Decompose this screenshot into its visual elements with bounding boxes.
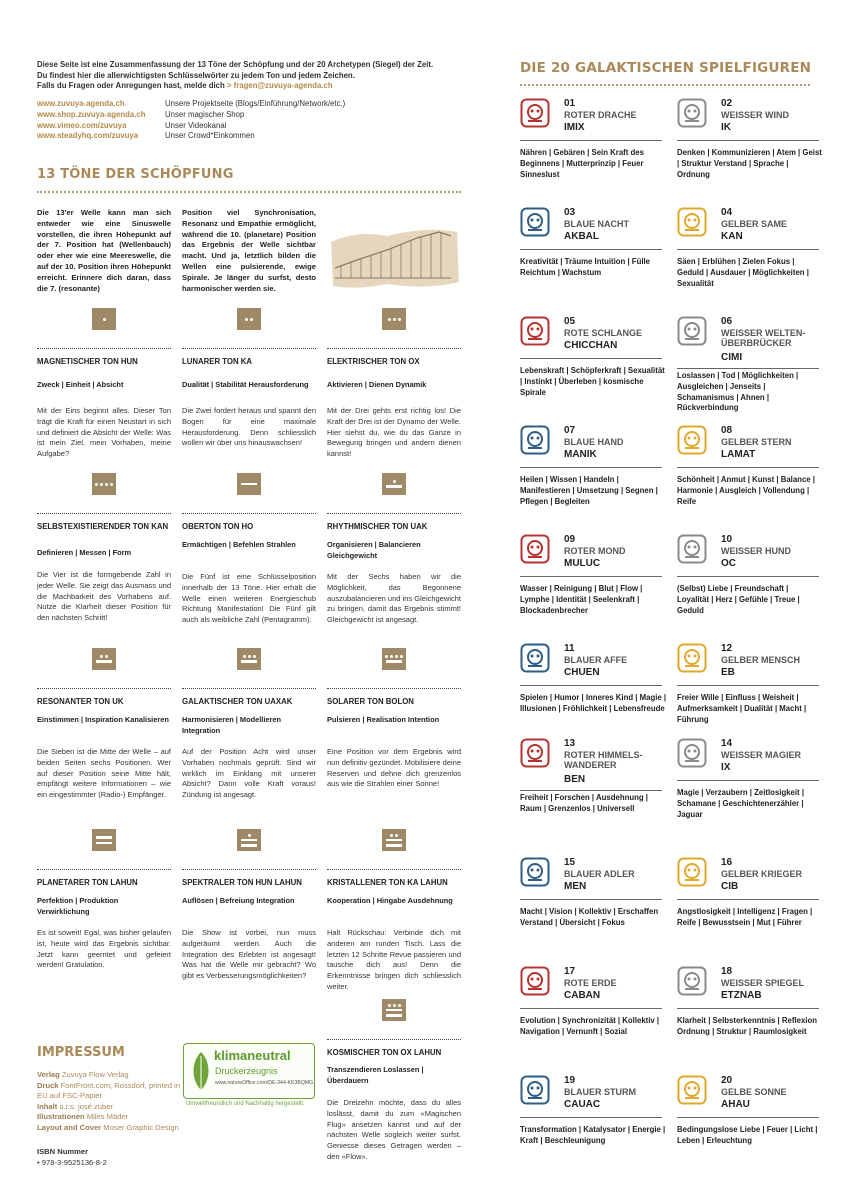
impressum-text: Verlag Zuvuya Flow Verlag Druck FontFront.com, Rossdorf, printed in EU auf FSC-Papier Inhalt u.r.s. josé zuber Illustrationen Miles Mäder Layout and Cover Moser Graphic Design <box>37 1070 181 1132</box>
tones-heading: 13 TÖNE DER SCHÖPFUNG <box>37 167 234 182</box>
divider <box>37 348 171 349</box>
seal-name: WEISSER SPIEGEL <box>721 978 805 988</box>
divider <box>677 1117 819 1118</box>
divider <box>182 869 316 870</box>
tone-card-3 <box>327 308 461 478</box>
seal-name: WEISSER MAGIER <box>721 750 802 760</box>
wizard-seal-icon <box>677 738 707 768</box>
seal-name: WEISSER WIND <box>721 110 790 120</box>
seal-number: 06 <box>721 316 733 327</box>
seal-glyph <box>520 966 550 996</box>
seal-number: 07 <box>564 425 576 436</box>
link-url[interactable]: www.steadyhq.com/zuvuya <box>37 131 139 141</box>
seal-name: GELBER SAME <box>721 219 788 229</box>
seal-maya-name: BEN <box>564 774 586 785</box>
seal-name: BLAUER AFFE <box>564 655 628 665</box>
tone-card-9 <box>327 648 461 818</box>
tone-card-2 <box>182 308 316 478</box>
seal-name: ROTER MOND <box>564 546 626 556</box>
tone-keywords: Organisieren | Balancieren Gleichgewicht <box>327 540 421 560</box>
divider <box>37 688 171 689</box>
tone-text: Mit der Sechs haben wir die Möglichkeit, das Begonnene auszubalancieren und ins Gleichgewicht zu bringen, damit das Ergebnis stimmt! Gleichgewicht ist angesagt. <box>327 572 461 625</box>
human-seal-icon <box>677 643 707 673</box>
seal-glyph <box>677 425 707 455</box>
tone-symbol-2 <box>237 308 261 330</box>
tone-text: Mit der Drei gehts erst richtig los! Die Kraft der Drei ist der Dynamo der Welle. Hier siehst du, wie du das Ganze in Bewegung bringen und andern dienen kannst! <box>327 406 461 459</box>
link-desc: Unser Crowd*Einkommen <box>165 131 255 141</box>
divider <box>182 688 316 689</box>
skywalker-seal-icon <box>520 738 550 768</box>
seal-number: 16 <box>721 857 733 868</box>
seal-keywords: Schönheit | Anmut | Kunst | Balance | Harmonie | Ausgleich | Vollendung | Reife <box>677 475 815 506</box>
link-url[interactable]: www.zuvuya-agenda.ch <box>37 99 125 108</box>
divider <box>327 869 461 870</box>
storm-seal-icon <box>520 1075 550 1105</box>
seal-glyph <box>520 98 550 128</box>
tone-keywords: Auflösen | Befreiung Integration <box>182 896 295 905</box>
tone-symbol-12 <box>382 829 406 851</box>
seal-keywords: Nähren | Gebären | Sein Kraft des Beginnens | Mutterprinzip | Feuer Sinneslust <box>520 148 644 179</box>
seal-keywords: Freier Wille | Einfluss | Weisheit | Aufmerksamkeit | Dualität | Macht | Führung <box>677 693 807 724</box>
leaf-icon <box>189 1050 213 1092</box>
divider <box>37 869 171 870</box>
tone-title: SOLARER TON BOLON <box>327 697 414 706</box>
tone-text: Halt Rückschau: Verbinde dich mit anderen am runden Tisch. Lass die letzten 12 Schritte Revue passieren und tausche dich aus! Denn die Erkenntnisse bringen dich schliesslich weiter. <box>327 928 461 991</box>
tone-keywords: Einstimmen | Inspiration Kanalisieren <box>37 715 169 724</box>
seal-keywords: Heilen | Wissen | Handeln | Manifestieren | Umsetzung | Segnen | Pflegen | Begleiten <box>520 475 658 506</box>
tone-symbol-7 <box>92 648 116 670</box>
divider <box>677 780 819 781</box>
seed-seal-icon <box>677 207 707 237</box>
divider <box>37 191 461 193</box>
seal-number: 15 <box>564 857 576 868</box>
tone-title: PLANETARER TON LAHUN <box>37 878 138 887</box>
divider <box>520 1008 662 1009</box>
intro-text <box>37 60 487 92</box>
tone-symbol-8 <box>237 648 261 670</box>
seal-maya-name: ETZNAB <box>721 990 762 1001</box>
dog-seal-icon <box>677 534 707 564</box>
seal-number: 04 <box>721 207 733 218</box>
tone-text: Die Show ist vorbei, nun muss aufgeräumt werden. Auch die Integration des Erlebten ist angesagt! Was hat die Welle mir gebracht? Wo gibt es Verbesserungsmöglichkeiten? <box>182 928 316 981</box>
divider <box>520 899 662 900</box>
seal-maya-name: CHICCHAN <box>564 340 618 351</box>
wind-seal-icon <box>677 98 707 128</box>
seal-keywords: Lebenskraft | Schöpferkraft | Sexualität | Instinkt | Überleben | kosmische Spirale <box>520 366 665 397</box>
tone-keywords: Transzendieren Loslassen | Überdauern <box>327 1065 424 1085</box>
link-desc: Unsere Projektseite (Blogs/Einführung/Network/etc.) <box>165 99 346 108</box>
divider <box>677 368 819 369</box>
seal-maya-name: CAUAC <box>564 1099 601 1110</box>
seal-glyph <box>677 98 707 128</box>
divider <box>327 513 461 514</box>
tone-symbol-1 <box>92 308 116 330</box>
seal-maya-name: AHAU <box>721 1099 750 1110</box>
tone-keywords: Definieren | Messen | Form <box>37 548 132 557</box>
night-seal-icon <box>520 207 550 237</box>
divider <box>520 249 662 250</box>
tone-symbol-4 <box>92 473 116 495</box>
seal-number: 03 <box>564 207 576 218</box>
tone-symbol-11 <box>237 829 261 851</box>
tone-symbol-10 <box>92 829 116 851</box>
seal-keywords: Spielen | Humor | Inneres Kind | Magie | Illusionen | Fröhlichkeit | Lebensfreude <box>520 693 667 713</box>
seal-name: ROTE SCHLANGE <box>564 328 643 338</box>
monkey-seal-icon <box>520 643 550 673</box>
tone-text: Die Sieben ist die Mitte der Welle – auf beiden Seiten sechs Positionen. Wer auf dieser Position seine Mitte hält, empfängt weitere Informationen – wie ein eingestimmter (Radio-) Empfänger. <box>37 747 171 800</box>
seals-heading: DIE 20 GALAKTISCHEN SPIELFIGUREN <box>520 60 812 76</box>
seal-name: GELBER STERN <box>721 437 792 447</box>
email-link[interactable]: > fragen@zuvuya-agenda.ch <box>226 81 333 90</box>
seal-maya-name: MANIK <box>564 449 597 460</box>
link-url[interactable]: www.vimeo.com/zuvuya <box>37 120 127 130</box>
seal-name: ROTE ERDE <box>564 978 617 988</box>
tone-title: RESONANTER TON UK <box>37 697 124 706</box>
seal-name: GELBE SONNE <box>721 1087 787 1097</box>
intro-line-1: Diese Seite ist eine Zusammenfassung der 13 Töne der Schöpfung und der 20 Archetypen (Siegel) der Zeit. <box>37 60 434 69</box>
seal-keywords: Wasser | Reinigung | Blut | Flow | Lymphe | Identität | Seelenkraft | Blockadenbrecher <box>520 584 643 615</box>
tones-intro-col1: Die 13'er Welle kann man sich entweder wie eine Sinuswelle vorstellen, die ihren Höhepunkt auf der 7. Position hat (Wellenbauch) oder eher wie eine Meereswelle, die auf der 10. Position ihren Höhepunkt erreicht. Erinnere dich daran, dass die 7. (resonante) <box>37 208 171 293</box>
seal-keywords: Macht | Vision | Kollektiv | Erschaffen Verstand | Übersicht | Fokus <box>520 907 659 927</box>
seal-number: 13 <box>564 738 576 749</box>
divider <box>677 899 819 900</box>
seal-keywords: Evolution | Synchronizität | Kollektiv | Navigation | Vernunft | Sozial <box>520 1016 660 1036</box>
tone-title: SELBSTEXISTIERENDER TON KAN <box>37 522 169 531</box>
star-seal-icon <box>677 425 707 455</box>
seal-maya-name: CHUEN <box>564 667 600 678</box>
seal-glyph <box>677 966 707 996</box>
seal-name: WEISSER HUND <box>721 546 792 556</box>
tone-card-7 <box>37 648 171 818</box>
tone-card-4 <box>37 473 171 633</box>
divider <box>37 513 171 514</box>
divider <box>677 685 819 686</box>
seal-maya-name: AKBAL <box>564 231 599 242</box>
seal-number: 10 <box>721 534 733 545</box>
mirror-seal-icon <box>677 966 707 996</box>
seal-number: 09 <box>564 534 576 545</box>
seal-glyph <box>520 643 550 673</box>
climate-badge: klimaneutral Druckerzeugnis www.natureOffice.com/DE-344-KK3BQMG <box>183 1043 315 1099</box>
seal-name: GELBER MENSCH <box>721 655 801 665</box>
earth-seal-icon <box>520 966 550 996</box>
divider <box>677 1008 819 1009</box>
moon-seal-icon <box>520 534 550 564</box>
tone-text: Die Fünf ist eine Schlüsselposition innerhalb der 13 Töne. Hier erhält die Welle einen weiteren Energieschub Richtung Manifestation! Die Fünf gilt auch als weibliche Zahl (Pentagramm). <box>182 572 316 625</box>
seal-maya-name: CIMI <box>721 352 743 363</box>
tone-title: GALAKTISCHER TON UAXAK <box>182 697 293 706</box>
tone-card-11 <box>182 829 316 999</box>
divider <box>677 576 819 577</box>
seal-maya-name: CIB <box>721 881 739 892</box>
worldbridger-seal-icon <box>677 316 707 346</box>
badge-caption: Umweltfreundlich und Nachhaltig hergestellt. <box>186 1101 305 1107</box>
link-list <box>37 99 487 142</box>
seal-number: 18 <box>721 966 733 977</box>
seal-name: BLAUER STURM <box>564 1087 636 1097</box>
seal-glyph <box>677 207 707 237</box>
tone-symbol-6 <box>382 473 406 495</box>
tone-keywords: Ermächtigen | Befehlen Strahlen <box>182 540 296 549</box>
seal-number: 19 <box>564 1075 576 1086</box>
seal-glyph <box>677 738 707 768</box>
tone-keywords: Pulsieren | Realisation Intention <box>327 715 440 724</box>
seal-glyph <box>520 425 550 455</box>
seal-keywords: Denken | Kommunizieren | Atem | Geist | Struktur Verstand | Sprache | Ordnung <box>677 148 822 179</box>
tone-title: MAGNETISCHER TON HUN <box>37 357 138 366</box>
tone-symbol-9 <box>382 648 406 670</box>
seal-name: BLAUE HAND <box>564 437 624 447</box>
tone-text: Die Vier ist die formgebende Zahl in jeder Welle. Sie zeigt das Ausmass und die Machbarkeit des Vorhabens auf. Nutze die Klarheit dieser Position für den nächsten Schritt! <box>37 570 171 623</box>
seal-glyph <box>520 738 550 768</box>
tone-text: Die Zwei fordert heraus und spannt den Bogen für eine maximale Herausforderung. Denn schliesslich wollen wir über uns hinauswachsen! <box>182 406 316 448</box>
seal-name: BLAUE NACHT <box>564 219 629 229</box>
tone-title: KRISTALLENER TON KA LAHUN <box>327 878 448 887</box>
divider <box>327 1039 461 1040</box>
tone-title: KOSMISCHER TON OX LAHUN <box>327 1048 442 1057</box>
divider <box>182 348 316 349</box>
seal-number: 05 <box>564 316 576 327</box>
divider <box>520 576 662 577</box>
seal-name: ROTER DRACHE <box>564 110 637 120</box>
divider <box>520 790 662 791</box>
seal-maya-name: LAMAT <box>721 449 756 460</box>
tones-intro-col2: Position viel Synchronisation, Resonanz und Empathie ermöglicht, während die 10. (planetare) Position das Ergebnis der Welle sichtbar macht. Und ja, letztlich bilden die Wellen eine pulsierende, ewige Spirale. Je länger du surfst, desto harmonischer werden sie. <box>182 208 316 293</box>
divider <box>520 685 662 686</box>
tone-keywords: Dualität | Stabilität Herausforderung <box>182 380 309 389</box>
seal-glyph <box>520 857 550 887</box>
seal-number: 11 <box>564 643 575 654</box>
tone-text: Auf der Position Acht wird unser Vorhaben nochmals geprüft. Sind wir wirklich im Einklang mit unserer Absicht? Dann volle Kraft voraus! Zündung ist angesagt. <box>182 747 316 800</box>
seal-maya-name: CABAN <box>564 990 601 1001</box>
impressum-heading: IMPRESSUM <box>37 1045 125 1060</box>
link-url[interactable]: www.shop.zuvuya-agenda.ch <box>37 109 146 119</box>
divider <box>677 467 819 468</box>
tone-symbol-13 <box>382 999 406 1021</box>
seal-number: 02 <box>721 98 733 109</box>
seal-keywords: Bedingungslose Liebe | Feuer | Licht | Leben | Erleuchtung <box>677 1125 818 1145</box>
seal-maya-name: KAN <box>721 231 743 242</box>
tone-title: OBERTON TON HO <box>182 522 254 531</box>
seal-maya-name: IX <box>721 762 731 773</box>
seal-maya-name: MULUC <box>564 558 601 569</box>
tone-title: RHYTHMISCHER TON UAK <box>327 522 428 531</box>
seal-maya-name: OC <box>721 558 736 569</box>
tone-card-1 <box>37 308 171 478</box>
tone-text: Es ist soweit! Egal, was bisher gelaufen ist, heute wird das Ergebnis sichtbar. Jetzt kann geerntet und gefeiert werden! Gratulation. <box>37 928 171 970</box>
seal-name: ROTER HIMMELS-WANDERER <box>564 750 643 770</box>
tone-title: LUNARER TON KA <box>182 357 253 366</box>
seal-maya-name: IK <box>721 122 731 133</box>
link-desc: Unser magischer Shop <box>165 109 245 119</box>
seal-number: 08 <box>721 425 733 436</box>
divider <box>327 688 461 689</box>
seal-glyph <box>520 316 550 346</box>
seal-number: 01 <box>564 98 576 109</box>
tone-title: ELEKTRISCHER TON OX <box>327 357 420 366</box>
seal-keywords: Loslassen | Tod | Möglichkeiten | Ausgleichen | Jenseits | Schamanismus | Ahnen | Rückverbindung <box>677 371 799 413</box>
tone-card-12 <box>327 829 461 999</box>
tone-title: SPEKTRALER TON HUN LAHUN <box>182 878 302 887</box>
divider <box>677 140 819 141</box>
seal-keywords: Transformation | Katalysator | Energie | Kraft | Beschleunigung <box>520 1125 666 1145</box>
warrior-seal-icon <box>677 857 707 887</box>
tone-card-5 <box>182 473 316 633</box>
seal-keywords: Angstlosigkeit | Intelligenz | Fragen | Reife | Bewusstsein | Mut | Führer <box>677 907 813 927</box>
seal-keywords: Säen | Erblühen | Zielen Fokus | Geduld | Ausdauer | Möglichkeiten | Sexualität <box>677 257 809 288</box>
tone-text: Mit der Eins beginnt alles. Dieser Ton trägt die Kraft für einen Neustart in sich und definiert die Absicht der Welle: Was ist mein Ziel, mein Vorhaben, meine Aufgabe? <box>37 406 171 459</box>
divider <box>677 249 819 250</box>
seal-name: GELBER KRIEGER <box>721 869 803 879</box>
intro-line-3: Falls du Fragen oder Anregungen hast, melde dich > fragen@zuvuya-agenda.ch <box>37 81 333 90</box>
seal-number: 14 <box>721 738 733 749</box>
tone-symbol-3 <box>382 308 406 330</box>
seal-keywords: Klarheit | Selbsterkenntnis | Reflexion Ordnung | Struktur | Raumlosigkeit <box>677 1016 817 1036</box>
divider <box>520 84 810 86</box>
serpent-seal-icon <box>520 316 550 346</box>
seal-glyph <box>677 857 707 887</box>
tone-keywords: Zweck | Einheit | Absicht <box>37 380 124 389</box>
eagle-seal-icon <box>520 857 550 887</box>
seal-maya-name: EB <box>721 667 735 678</box>
seal-number: 20 <box>721 1075 733 1086</box>
dragon-seal-icon <box>520 98 550 128</box>
divider <box>327 348 461 349</box>
seal-maya-name: IMIX <box>564 122 585 133</box>
seal-glyph <box>677 534 707 564</box>
seal-keywords: (Selbst) Liebe | Freundschaft | Loyalität | Herz | Gefühle | Treue | Geduld <box>677 584 800 615</box>
seal-name: WEISSER WELTEN-ÜBERBRÜCKER <box>721 328 806 348</box>
tone-text: Eine Position vor dem Ergebnis wird nun definitiv gezündet. Mobilisiere deine Reserven und dehne dich grenzenlos aus wie die Strahlen einer Sonne! <box>327 747 461 789</box>
seal-glyph <box>677 316 707 346</box>
divider <box>520 140 662 141</box>
seal-keywords: Magie | Verzaubern | Zeitlosigkeit | Schamane | Geschichtenerzähler | Jaguar <box>677 788 804 819</box>
seal-glyph <box>520 207 550 237</box>
intro-line-2: Du findest hier die allerwichtigsten Schlüsselwörter zu jedem Ton und jedem Zeichen. <box>37 70 355 80</box>
divider <box>520 467 662 468</box>
tone-keywords: Harmonisieren | Modellieren Integration <box>182 715 281 735</box>
divider <box>182 513 316 514</box>
seal-number: 17 <box>564 966 576 977</box>
seal-glyph <box>520 534 550 564</box>
tone-symbol-5 <box>237 473 261 495</box>
hand-seal-icon <box>520 425 550 455</box>
tone-text: Die Dreizehn möchte, dass du alles loslässt, damit du zum «Magischen Flug» ansetzen kannst und auf der nächsten Welle sogleich weiter surfst. Geniesse dieses Getragen werden – den «Flow». <box>327 1098 461 1161</box>
divider <box>520 358 662 359</box>
tone-keywords: Perfektion | Produktion Verwirklichung <box>37 896 119 916</box>
tone-card-8 <box>182 648 316 818</box>
link-desc: Unser Videokanal <box>165 120 227 130</box>
seal-keywords: Freiheit | Forschen | Ausdehnung | Raum | Grenzenlos | Universell <box>520 793 648 813</box>
seal-keywords: Kreativität | Träume Intuition | Fülle Reichtum | Wachstum <box>520 257 650 277</box>
seal-number: 12 <box>721 643 733 654</box>
tone-keywords: Aktivieren | Dienen Dynamik <box>327 380 427 389</box>
seal-maya-name: MEN <box>564 881 587 892</box>
seal-glyph <box>520 1075 550 1105</box>
seal-name: BLAUER ADLER <box>564 869 635 879</box>
seal-glyph <box>677 1075 707 1105</box>
sun-seal-icon <box>677 1075 707 1105</box>
tone-keywords: Kooperation | Hingabe Ausdehnung <box>327 896 453 905</box>
isbn: ISBN Nummer • 978-3-9525136-8-2 <box>37 1147 107 1167</box>
seal-glyph <box>677 643 707 673</box>
divider <box>520 1117 662 1118</box>
tone-card-6 <box>327 473 461 633</box>
tone-card-10 <box>37 829 171 999</box>
tone-card-13 <box>327 999 461 1189</box>
wave-illustration <box>327 222 461 292</box>
